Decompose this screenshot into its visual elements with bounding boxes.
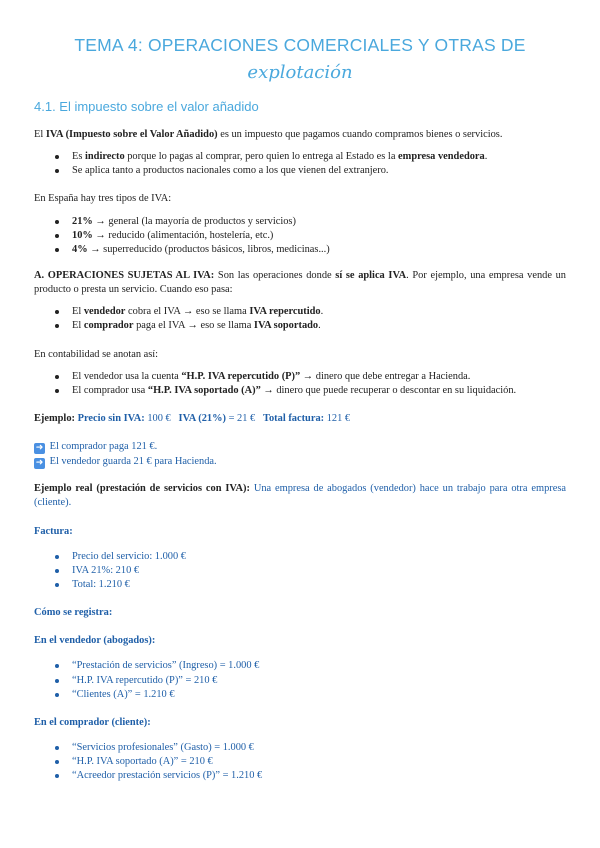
list-item: Total: 1.210 €	[34, 578, 566, 592]
list-item: El comprador usa “H.P. IVA soportado (A)” → dinero que puede recuperar o descontar en su liquidación.	[34, 384, 566, 398]
list-item: 21% → general (la mayoría de productos y servicios)	[34, 215, 566, 229]
iva-types-list	[34, 215, 566, 257]
list-item: “Clientes (A)” = 1.210 €	[34, 688, 566, 702]
section-a-paragraph: A. OPERACIONES SUJETAS AL IVA: Son las operaciones donde sí se aplica IVA. Por ejemplo, una empresa vende un producto o presta un servicio. Cuando eso pasa:	[34, 269, 566, 296]
types-intro: En España hay tres tipos de IVA:	[34, 193, 172, 205]
register-heading: Cómo se registra:	[34, 607, 113, 619]
accounting-intro: En contabilidad se anotan así:	[34, 348, 159, 360]
intro-paragraph: El IVA (Impuesto sobre el Valor Añadido) es un impuesto que pagamos cuando compramos bienes o servicios.	[34, 129, 503, 140]
list-item: El vendedor usa la cuenta “H.P. IVA repercutido (P)” → dinero que debe entregar a Hacienda.	[34, 370, 566, 384]
arrow-right-icon: ➜	[35, 457, 44, 468]
document-subtitle: explotación	[247, 62, 353, 83]
list-item: El comprador paga el IVA → eso se llama IVA soportado.	[34, 319, 566, 333]
example-note: ➜ El vendedor guarda 21 € para Hacienda.	[35, 455, 217, 468]
real-example-paragraph: Ejemplo real (prestación de servicios con IVA): Una empresa de abogados (vendedor) hace un trabajo para otra empresa (cliente).	[34, 483, 566, 509]
roles-list	[34, 305, 566, 333]
example-line: Ejemplo: Precio sin IVA: 100 € IVA (21%) = 21 € Total factura: 121 €	[34, 412, 351, 424]
example-notes	[34, 440, 566, 469]
list-item: 10% → reducido (alimentación, hostelería, etc.)	[34, 229, 566, 243]
list-item: El vendedor cobra el IVA → eso se llama IVA repercutido.	[34, 305, 566, 319]
list-item: Es indirecto porque lo pagas al comprar, pero quien lo entrega al Estado es la empresa vendedora.	[34, 150, 566, 164]
accounts-list	[34, 370, 566, 398]
section-heading: 4.1. El impuesto sobre el valor añadido	[34, 99, 259, 114]
buyer-entries-list	[34, 741, 566, 783]
list-item: “H.P. IVA repercutido (P)” = 210 €	[34, 674, 566, 688]
seller-heading: En el vendedor (abogados):	[34, 635, 156, 647]
list-item: 4% → superreducido (productos básicos, libros, medicinas...)	[34, 243, 566, 257]
list-item: Precio del servicio: 1.000 €	[34, 550, 566, 564]
example-note: ➜ El comprador paga 121 €.	[35, 441, 158, 454]
document-title: TEMA 4: OPERACIONES COMERCIALES Y OTRAS DE	[74, 35, 526, 55]
invoice-list	[34, 550, 566, 592]
buyer-heading: En el comprador (cliente):	[34, 716, 151, 728]
intro-list	[34, 150, 566, 178]
seller-entries-list	[34, 659, 566, 701]
document-page	[34, 0, 566, 783]
list-item: Se aplica tanto a productos nacionales como a los que vienen del extranjero.	[34, 164, 566, 178]
list-item: “Acreedor prestación servicios (P)” = 1.210 €	[34, 769, 566, 783]
list-item: IVA 21%: 210 €	[34, 564, 566, 578]
list-item: “Prestación de servicios” (Ingreso) = 1.000 €	[34, 659, 566, 673]
invoice-heading: Factura:	[34, 525, 73, 537]
list-item: “Servicios profesionales” (Gasto) = 1.000 €	[34, 741, 566, 755]
list-item: “H.P. IVA soportado (A)” = 210 €	[34, 755, 566, 769]
arrow-right-icon: ➜	[35, 443, 44, 454]
